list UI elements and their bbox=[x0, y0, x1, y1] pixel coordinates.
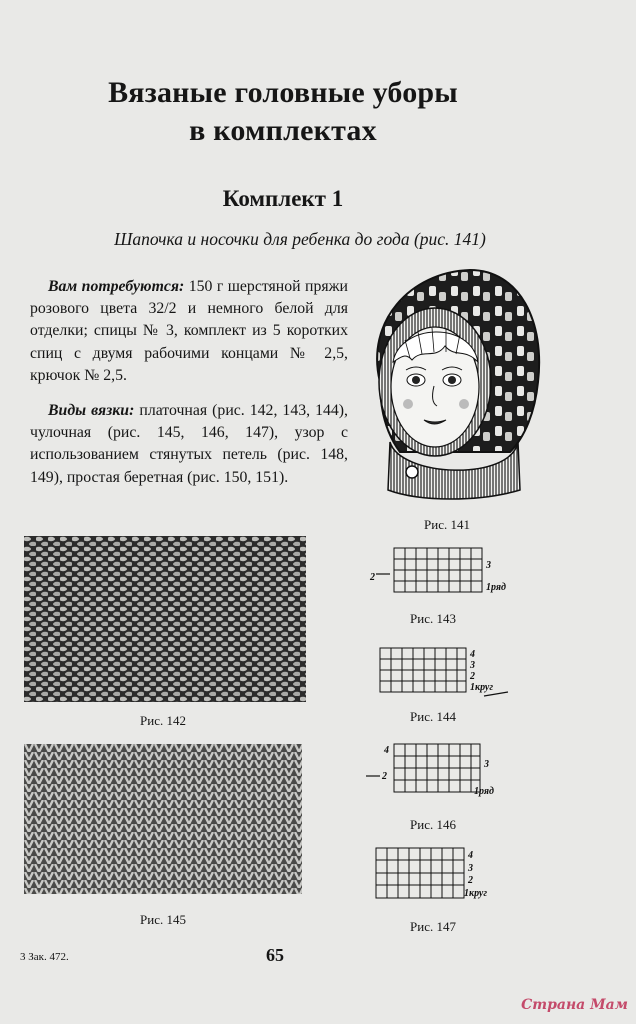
title-line-1: Вязаные головные уборы bbox=[108, 76, 458, 109]
chart-fig147 bbox=[372, 844, 512, 904]
page-number: 65 bbox=[266, 945, 284, 965]
fig146-left-label: 2 bbox=[382, 771, 387, 782]
fig144-label-4: 4 bbox=[470, 649, 475, 660]
section-title: Комплект 1 bbox=[222, 186, 344, 211]
fig141-label: Рис. 141 bbox=[424, 517, 470, 532]
fig145-label: Рис. 145 bbox=[140, 912, 186, 927]
fig146-label-3: 3 bbox=[484, 759, 489, 770]
fig144-row-label: 1круг bbox=[470, 682, 494, 693]
chart-fig143 bbox=[368, 544, 508, 596]
materials-paragraph bbox=[30, 276, 348, 387]
order-note: 3 Зак. 472. bbox=[20, 951, 69, 963]
fig147-label-3: 3 bbox=[468, 863, 473, 874]
fig147-label-4: 4 bbox=[468, 850, 473, 861]
chart-fig146 bbox=[362, 740, 512, 800]
fig146-row-label: 1ряд bbox=[474, 786, 494, 797]
fig144-label: Рис. 144 bbox=[410, 709, 456, 724]
fig144-label-3: 3 bbox=[470, 660, 475, 671]
swatch-garter-stitch bbox=[24, 536, 306, 702]
techniques-text: платочная (рис. 142, 143, 144), чулочная (рис. 145, 146, 147), узор с использованием стянутых петель (рис. 148, 149), простая беретная (рис. 150, 151). bbox=[30, 402, 348, 486]
fig146-label: Рис. 146 bbox=[410, 817, 456, 832]
fig143-row-label: 1ряд bbox=[486, 582, 506, 593]
materials-text: 150 г шерстяной пряжи розового цвета 32/2 и немного белой для отделки; спицы № 3, комплект из 5 коротких спиц с двумя рабочими концами № 2,5, крючок № 2,5. bbox=[30, 278, 349, 384]
page-title bbox=[40, 74, 526, 150]
title-line-2: в комплектах bbox=[189, 114, 377, 147]
fig142-label: Рис. 142 bbox=[140, 713, 186, 728]
fig147-label-2: 2 bbox=[468, 875, 473, 886]
fig143-right-label: 3 bbox=[486, 560, 491, 571]
hood-illustration bbox=[360, 262, 545, 502]
fig143-label: Рис. 143 bbox=[410, 611, 456, 626]
fig144-label-2: 2 bbox=[470, 671, 475, 682]
materials-lead: Вам потребуются: bbox=[48, 278, 185, 295]
swatch-stockinette-stitch bbox=[24, 744, 302, 894]
chart-fig144 bbox=[372, 644, 512, 700]
fig143-left-label: 2 bbox=[370, 572, 375, 583]
fig146-label-4: 4 bbox=[384, 745, 389, 756]
item-caption: Шапочка и носочки для ребенка до года (рис. 141) bbox=[114, 229, 486, 249]
techniques-lead: Виды вязки: bbox=[48, 402, 135, 419]
techniques-paragraph bbox=[30, 400, 348, 489]
fig147-row-label: 1круг bbox=[464, 888, 488, 899]
site-watermark: Страна Мам bbox=[521, 997, 628, 1013]
fig147-label: Рис. 147 bbox=[410, 919, 456, 934]
